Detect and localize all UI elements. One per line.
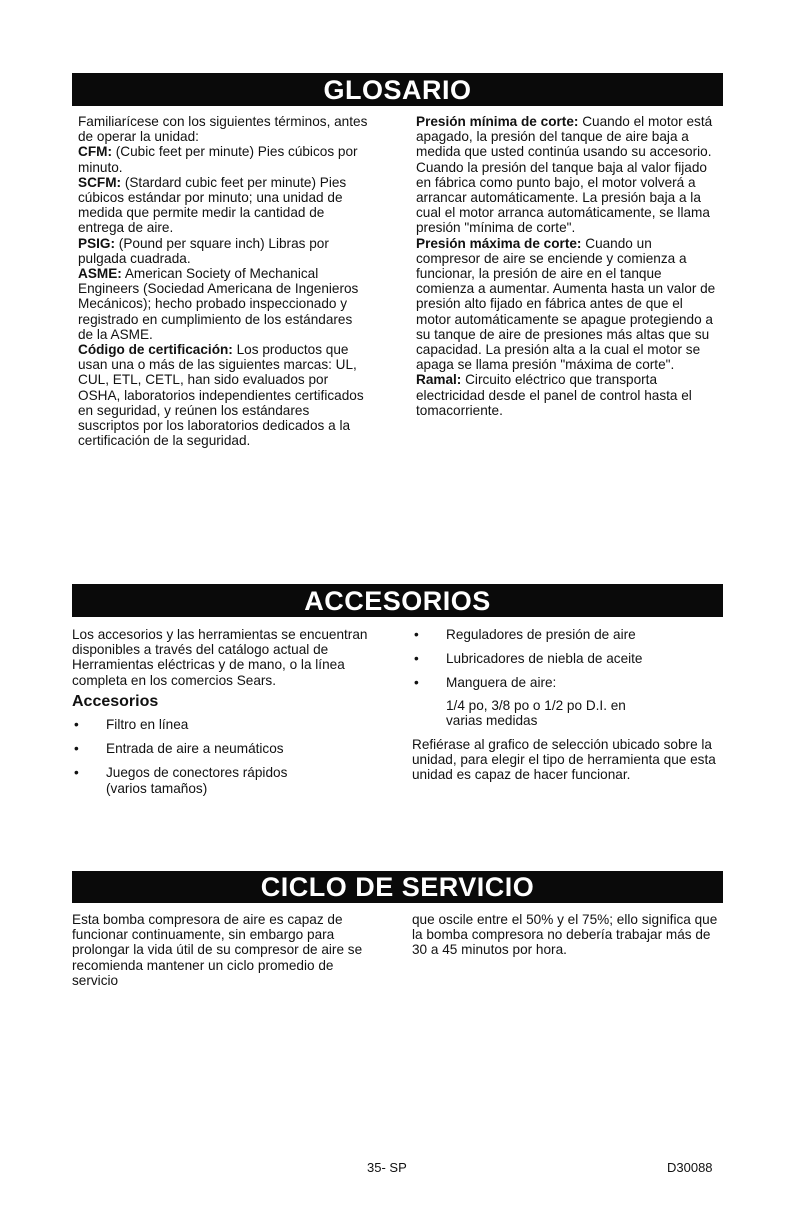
- term-scfm: SCFM: (Stardard cubic feet per minute) Pies cúbicos estándar por minuto; una unidad de medida que permite medir la cantidad de entrega de aire.: [78, 174, 347, 236]
- ciclo-banner: [72, 871, 723, 903]
- glosario-left-column: [78, 114, 370, 448]
- glosario-title: GLOSARIO: [323, 75, 472, 105]
- accesorios-intro: Los accesorios y las herramientas se encuentran disponibles a través del catálogo actual de Herramientas eléctricas y de mano, o la línea completa en los comercios Sears.: [72, 627, 368, 688]
- accesorios-subtitle: Accesorios: [72, 692, 159, 710]
- bullet-icon: •: [74, 717, 79, 733]
- page-number: 35- SP: [367, 1160, 407, 1175]
- term-cfm: CFM: (Cubic feet per minute) Pies cúbicos por minuto.: [78, 144, 358, 175]
- list-item: • Juegos de conectores rápidos (varios tamaños): [74, 765, 288, 796]
- term-ramal: Ramal: Circuito eléctrico que transporta electricidad desde el panel de control hasta el tomacorriente.: [416, 372, 692, 418]
- ciclo-left-column: [72, 912, 382, 988]
- accesorios-left-column: [72, 627, 382, 805]
- bullet-icon: •: [74, 741, 79, 757]
- document-code: D30088: [667, 1160, 713, 1175]
- list-item: • Filtro en línea: [74, 717, 189, 733]
- accesorios-banner: [72, 584, 723, 617]
- bullet-icon: •: [414, 651, 419, 667]
- list-item: • Reguladores de presión de aire: [414, 627, 636, 642]
- ciclo-title: CICLO DE SERVICIO: [260, 872, 535, 902]
- bullet-icon: •: [414, 627, 419, 642]
- glosario-banner: [72, 73, 723, 106]
- list-item: • Lubricadores de niebla de aceite: [414, 651, 643, 667]
- accesorios-right-column: [412, 627, 722, 783]
- term-asme: ASME: American Society of Mechanical Engineers (Sociedad Americana de Ingenieros Mecánicos); hecho probado inspeccionado y registrado en cumplimiento de los estándares de la ASME.: [78, 266, 359, 342]
- term-codigo-certificacion: Código de certificación: Los productos que usan una o más de las siguientes marcas: UL, CUL, ETL, CETL, han sido evaluados por OSHA, laboratorios independientes certificados en seguridad, y reúnen los estándares suscriptos por los laboratorios dedicados a la certificación de la seguridad.: [78, 342, 364, 449]
- ciclo-right-text: que oscile entre el 50% y el 75%; ello significa que la bomba compresora no debería trabajar más de 30 a 45 minutos por hora.: [412, 912, 718, 958]
- term-psig: PSIG: (Pound per square inch) Libras por pulgada cuadrada.: [78, 235, 329, 266]
- glosario-intro: Familiarícese con los siguientes términos, antes de operar la unidad:: [78, 114, 368, 145]
- glosario-right-column: [416, 114, 719, 418]
- accesorios-note: Refiérase al grafico de selección ubicado sobre la unidad, para elegir el tipo de herramienta que esta unidad es capaz de hacer funcionar.: [412, 737, 716, 783]
- term-presion-maxima: Presión máxima de corte: Cuando un compresor de aire se enciende y comienza a funcionar, la presión de aire en el tanque comienza a aumentar. Aumenta hasta un valor de presión alto fijado en fábrica antes de que el motor automáticamente se apague protegiendo a su tanque de aire de presiones más altas que su capacidad. La presión alta a la cual el motor se apaga se llama presión "máxima de corte".: [416, 235, 716, 373]
- accesorios-title: ACCESORIOS: [304, 586, 491, 616]
- bullet-icon: •: [414, 675, 419, 691]
- list-item: • Manguera de aire: 1/4 po, 3/8 po o 1/2 po D.I. en varias medidas: [414, 675, 626, 728]
- accesorios-left-list: [72, 717, 382, 796]
- term-presion-minima: Presión mínima de corte: Cuando el motor está apagado, la presión del tanque de aire baja a medida que usted continúa usando su accesorio. Cuando la presión del tanque baja al valor fijado en fábrica como punto bajo, el motor volverá a arrancar automáticamente. La presión baja a la cual el motor arranca automáticamente, se llama presión "mínima de corte".: [416, 114, 713, 236]
- list-item: • Entrada de aire a neumáticos: [74, 741, 284, 757]
- accesorios-right-list: [412, 627, 722, 728]
- ciclo-left-text: Esta bomba compresora de aire es capaz de funcionar continuamente, sin embargo para prolongar la vida útil de su compresor de aire se recomienda mantener un ciclo promedio de servicio: [72, 912, 363, 988]
- bullet-icon: •: [74, 765, 79, 781]
- ciclo-right-column: [412, 912, 722, 958]
